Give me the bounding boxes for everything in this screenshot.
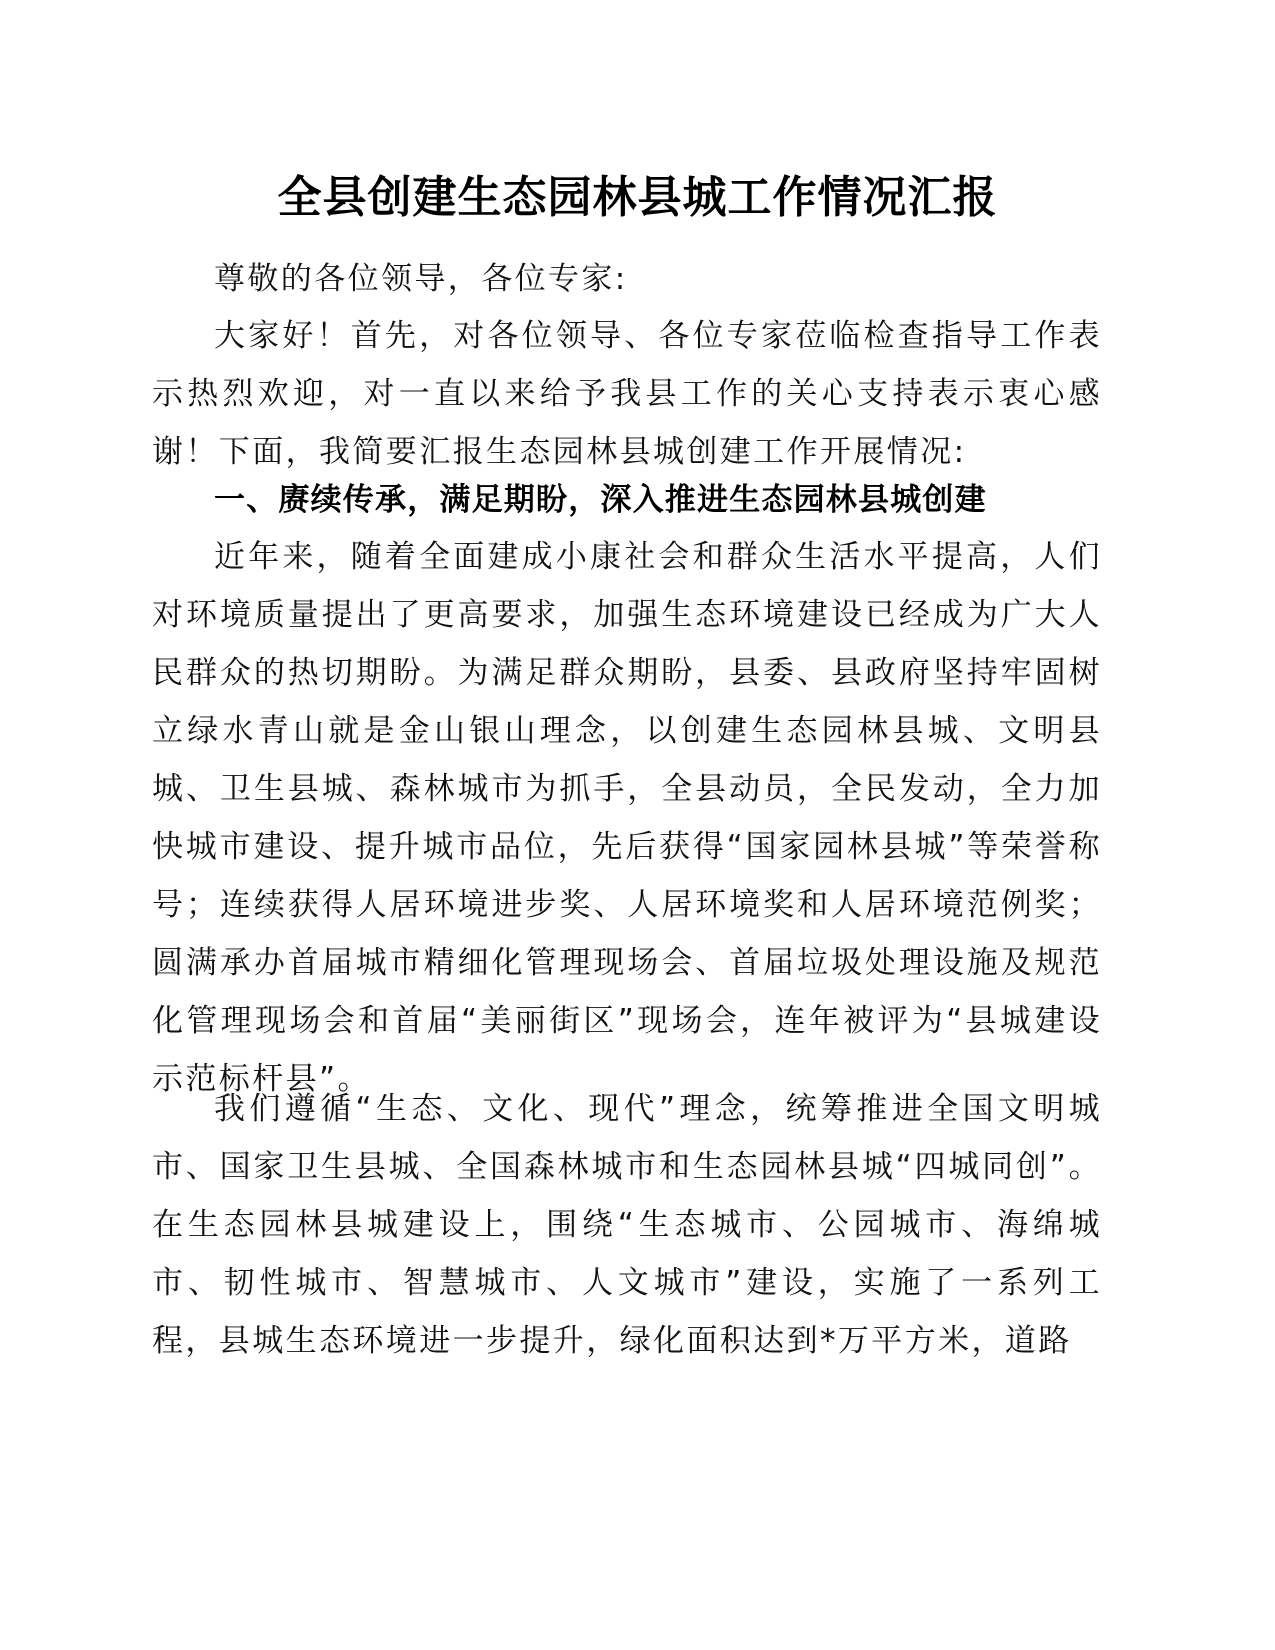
body-paragraph-2 bbox=[152, 1080, 1102, 1370]
document-title: 全县创建生态园林县城工作情况汇报 bbox=[277, 172, 998, 223]
greeting-text: 大家好！首先，对各位领导、各位专家莅临检查指导工作表示热烈欢迎，对一直以来给予我县工作的关心支持表示衷心感谢！下面，我简要汇报生态园林县城创建工作开展情况: bbox=[152, 318, 1102, 470]
greeting-paragraph bbox=[152, 307, 1102, 481]
body-paragraph-1 bbox=[152, 528, 1102, 1108]
salutation-paragraph bbox=[152, 250, 1102, 308]
body-paragraph-1-text: 近年来，随着全面建成小康社会和群众生活水平提高，人们对环境质量提出了更高要求，加强生态环境建设已经成为广大人民群众的热切期盼。为满足群众期盼，县委、县政府坚持牢固树立绿水青山就是金山银山理念，以创建生态园林县城、文明县城、卫生县城、森林城市为抓手，全县动员，全民发动，全力加快城市建设、提升城市品位，先后获得“国家园林县城”等荣誉称号；连续获得人居环境进步奖、人居环境奖和人居环境范例奖；圆满承办首届城市精细化管理现场会、首届垃圾处理设施及规范化管理现场会和首届“美丽街区”现场会，连年被评为“县城建设示范标杆县”。 bbox=[152, 539, 1102, 1097]
section-heading-text: 一、赓续传承，满足期盼，深入推进生态园林县城创建 bbox=[214, 482, 987, 518]
salutation-text: 尊敬的各位领导，各位专家: bbox=[214, 261, 628, 297]
section-heading bbox=[152, 471, 1102, 529]
body-paragraph-2-text: 我们遵循“生态、文化、现代”理念，统筹推进全国文明城市、国家卫生县城、全国森林城市和生态园林县城“四城同创”。在生态园林县城建设上，围绕“生态城市、公园城市、海绵城市、韧性城市、智慧城市、人文城市”建设，实施了一系列工程，县城生态环境进一步提升，绿化面积达到*万平方米，道路 bbox=[152, 1091, 1102, 1359]
